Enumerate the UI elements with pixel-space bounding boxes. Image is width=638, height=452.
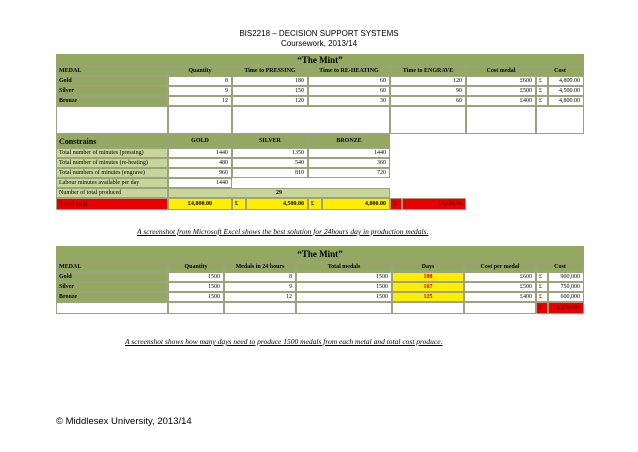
empty-cell [168, 106, 232, 134]
table-cell: 540 [232, 158, 308, 168]
table-cell: 60 [308, 86, 390, 96]
constraint-label: Total number of minutes (re-heating) [56, 158, 168, 168]
col-header: Cost [536, 262, 584, 272]
empty-cell [224, 302, 296, 314]
col-header: BRONZE [308, 134, 390, 148]
empty-cell [296, 302, 392, 314]
col-header: Cost per medal [464, 262, 536, 272]
col-header: Cost medal [466, 66, 536, 76]
caption-days: A screenshot shows how many days need to produce 1500 medals from each metal and total cost produce. [125, 337, 443, 346]
medal-label: Bronze [56, 292, 168, 302]
col-header: MEDAL [56, 262, 168, 272]
table-cell: 1500 [168, 282, 224, 292]
course-title: BIS2218 – DECISION SUPPORT SYSTEMS [239, 29, 399, 38]
total-bronze: 4,800.00 [322, 198, 390, 210]
total-silver: 4,500.00 [246, 198, 308, 210]
col-header: Time to PRESSING [232, 66, 308, 76]
days-cell: 125 [392, 292, 464, 302]
empty-cell [536, 106, 584, 134]
col-header: GOLD [168, 134, 232, 148]
currency-cell: £ [536, 292, 548, 302]
total-cost-label: Total cost [56, 198, 168, 210]
col-header: Quantity [168, 262, 224, 272]
table-cell: 30 [308, 96, 390, 106]
produced-value: 29 [168, 188, 390, 198]
table-cell: £400 [464, 292, 536, 302]
table-cell: 810 [232, 168, 308, 178]
empty-cell [56, 106, 168, 134]
table-cell: 1500 [168, 272, 224, 282]
table-cell: 1500 [296, 272, 392, 282]
sheet-title: “The Mint” [56, 54, 584, 66]
days-cell: 188 [392, 272, 464, 282]
table-cell: 480 [168, 158, 232, 168]
medal-label: Silver [56, 282, 168, 292]
currency-cell: £ [308, 198, 322, 210]
empty-cell [390, 106, 466, 134]
course-subtitle: Coursework, 2013/14 [280, 39, 358, 48]
medal-label: Gold [56, 76, 168, 86]
col-header: Days [392, 262, 464, 272]
currency-cell: £ [536, 302, 548, 314]
table-cell: 1350 [232, 148, 308, 158]
grand-total: 2,250,000 [548, 302, 584, 314]
empty-cell [168, 302, 224, 314]
table-cell: 8 [168, 76, 232, 86]
days-cell: 167 [392, 282, 464, 292]
table-cell: 960 [168, 168, 232, 178]
medal-label: Gold [56, 272, 168, 282]
col-header: Time to ENGRAVE [390, 66, 466, 76]
table-cell: 180 [232, 76, 308, 86]
table-cell: 120 [232, 96, 308, 106]
table-cell: 720 [308, 168, 390, 178]
table-cell: 120 [390, 76, 466, 86]
copyright-footer: © Middlesex University, 2013/14 [56, 416, 192, 427]
table-cell: 1500 [296, 282, 392, 292]
col-header: Time to RE-HEATING [308, 66, 390, 76]
table-cell: 1440 [308, 148, 390, 158]
empty-cell [466, 106, 536, 134]
col-header: Quantity [168, 66, 232, 76]
table-cell: 900,000 [548, 272, 584, 282]
table-cell: £600 [464, 272, 536, 282]
table-cell: 60 [390, 96, 466, 106]
col-header: MEDAL [56, 66, 168, 76]
table-cell: 9 [224, 282, 296, 292]
table-cell: 90 [390, 86, 466, 96]
table-cell: 1440 [168, 148, 232, 158]
medal-label: Silver [56, 86, 168, 96]
table-cell: 9 [168, 86, 232, 96]
col-header: SILVER [232, 134, 308, 148]
currency-cell: £ [536, 86, 548, 96]
table-cell: £500 [466, 86, 536, 96]
excel-sheet-days [56, 246, 584, 328]
constraint-label: Total numbers of minutes (engrave) [56, 168, 168, 178]
table-cell: 12 [224, 292, 296, 302]
table-cell: 8 [224, 272, 296, 282]
constraint-label: Total number of minutes (pressing) [56, 148, 168, 158]
table-cell: 150 [232, 86, 308, 96]
table-cell: 1500 [168, 292, 224, 302]
currency-cell: £ [536, 272, 548, 282]
table-cell: 4,800.00 [548, 76, 584, 86]
table-cell: 4,800.00 [548, 96, 584, 106]
col-header: Cost [536, 66, 584, 76]
medal-label: Bronze [56, 96, 168, 106]
table-cell: £400 [466, 96, 536, 106]
total-gold: £4,800.00 [168, 198, 232, 210]
currency-cell: £ [536, 76, 548, 86]
table-cell: £600 [466, 76, 536, 86]
table-cell: 600,000 [548, 292, 584, 302]
table-cell: 60 [308, 76, 390, 86]
table-cell: 12 [168, 96, 232, 106]
document-header [0, 29, 638, 49]
empty-cell [464, 302, 536, 314]
labour-value: 1440 [168, 178, 232, 188]
currency-cell: £ [536, 96, 548, 106]
empty-cell [232, 106, 390, 134]
table-cell: 1500 [296, 292, 392, 302]
table-cell: £500 [464, 282, 536, 292]
total-overall: 14,100.00 [402, 198, 466, 210]
table-cell: 4,500.00 [548, 86, 584, 96]
table-cell: 360 [308, 158, 390, 168]
excel-sheet-solution [56, 54, 584, 218]
empty-cell [56, 302, 168, 314]
table-cell: 750,000 [548, 282, 584, 292]
currency-cell: £ [232, 198, 246, 210]
empty-cell [392, 302, 464, 314]
currency-cell: £ [390, 198, 402, 210]
produced-label: Number of total produced [56, 188, 168, 198]
col-header: Total medals [296, 262, 392, 272]
sheet-title: “The Mint” [56, 246, 584, 262]
caption-solution: A screenshot from Microsoft Excel shows the best solution for 24hours day in production medals. [137, 227, 429, 236]
col-header: Medals in 24 hours [224, 262, 296, 272]
labour-label: Labour minutes available per day [56, 178, 168, 188]
constraints-header: Constrains [56, 134, 168, 148]
currency-cell: £ [536, 282, 548, 292]
